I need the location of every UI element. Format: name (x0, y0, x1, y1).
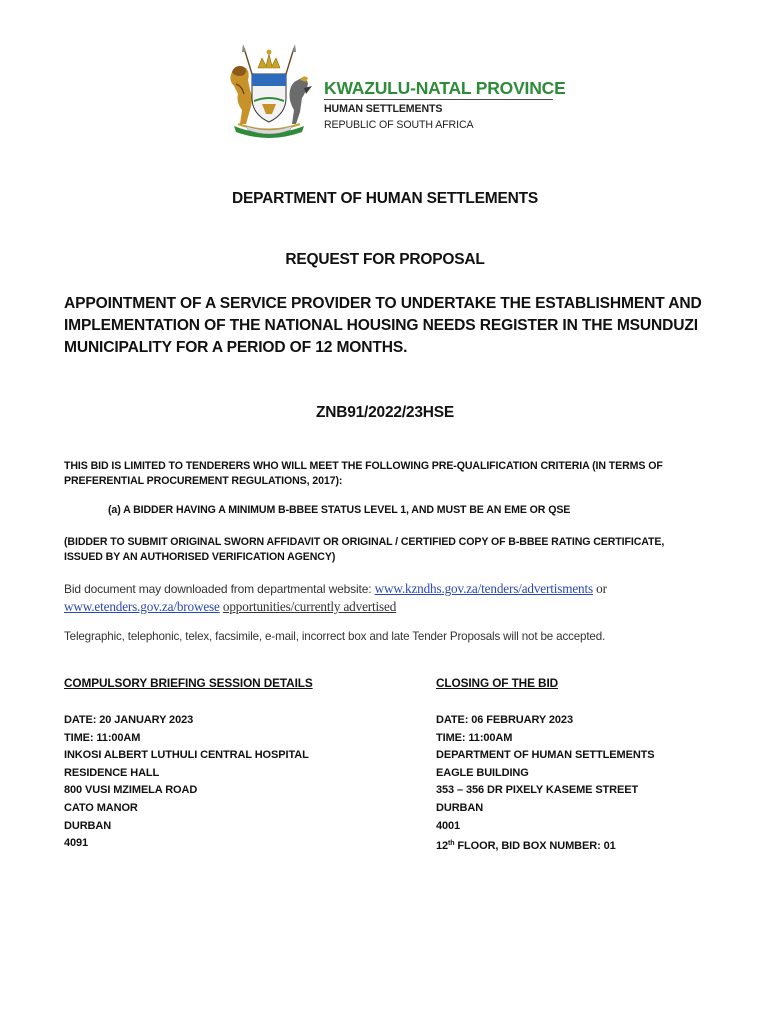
reference-number: ZNB91/2022/23HSE (315, 404, 455, 421)
briefing-line: CATO MANOR (64, 801, 138, 814)
briefing-line: 4091 (64, 837, 89, 850)
country-line: REPUBLIC OF SOUTH AFRICA (324, 119, 474, 131)
criteria-item-a: (a) A BIDDER HAVING A MINIMUM B-BBEE STATUS LEVEL 1, AND MUST BE AN EME OR QSE (108, 504, 571, 516)
closing-line: DEPARTMENT OF HUMAN SETTLEMENTS (436, 749, 655, 762)
briefing-line: RESIDENCE HALL (64, 766, 160, 779)
closing-heading: CLOSING OF THE BID (436, 676, 559, 690)
bid-document-prefix: Bid document may downloaded from departmental website: (64, 582, 375, 596)
bid-document-or: or (593, 581, 607, 596)
request-title: REQUEST FOR PROPOSAL (285, 251, 485, 268)
department-title: DEPARTMENT OF HUMAN SETTLEMENTS (231, 190, 539, 207)
briefing-line: INKOSI ALBERT LUTHULI CENTRAL HOSPITAL (64, 749, 309, 762)
floor-number: 12 (436, 840, 449, 853)
briefing-line: DATE: 20 JANUARY 2023 (64, 714, 194, 726)
closing-line: TIME: 11:00AM (436, 731, 513, 744)
closing-details (436, 712, 655, 853)
coat-of-arms-icon (216, 40, 322, 142)
prequalification-statement: THIS BID IS LIMITED TO TENDERERS WHO WILL MEET THE FOLLOWING PRE-QUALIFICATION CRITERIA (IN TERMS OF PREFERENTIAL PROCUREMENT REGULATIONS, 2017): (64, 460, 663, 487)
closing-line: 353 – 356 DR PIXELY KASEME STREET (436, 784, 639, 797)
kzndhs-tenders-link[interactable]: www.kzndhs.gov.za/tenders/advertisments (374, 581, 593, 596)
briefing-line: DURBAN (64, 819, 112, 832)
header-divider (324, 99, 553, 100)
late-submission-notice: Telegraphic, telephonic, telex, facsimile, e-mail, incorrect box and late Tender Proposals will not be accepted. (64, 630, 606, 643)
department-line: HUMAN SETTLEMENTS (324, 103, 443, 115)
closing-line: DURBAN (436, 801, 484, 814)
closing-line: 4001 (436, 819, 461, 832)
province-name: KWAZULU-NATAL PROVINCE (324, 78, 566, 98)
bid-document-suffix: opportunities/currently advertised (222, 599, 397, 614)
submission-requirement: (BIDDER TO SUBMIT ORIGINAL SWORN AFFIDAVIT OR ORIGINAL / CERTIFIED COPY OF B-BBEE RATING CERTIFICATE, ISSUED BY AN AUTHORISED VERIFICATION AGENCY) (64, 536, 665, 563)
closing-line: EAGLE BUILDING (436, 766, 529, 779)
briefing-details (64, 712, 309, 853)
floor-suffix: th (448, 840, 455, 848)
briefing-line: 800 VUSI MZIMELA ROAD (64, 784, 198, 797)
etenders-link[interactable]: www.etenders.gov.za/browese (64, 599, 220, 614)
closing-line: DATE: 06 FEBRUARY 2023 (436, 714, 573, 726)
floor-rest: FLOOR, BID BOX NUMBER: 01 (454, 840, 616, 853)
bid-document-notice (64, 580, 704, 616)
closing-floor-line (436, 835, 655, 853)
appointment-heading: APPOINTMENT OF A SERVICE PROVIDER TO UNDERTAKE THE ESTABLISHMENT AND IMPLEMENTATION OF THE NATIONAL HOUSING NEEDS REGISTER IN THE MSUNDUZI MUNICIPALITY FOR A PERIOD OF 12 MONTHS. (64, 295, 702, 356)
briefing-line: TIME: 11:00AM (64, 731, 141, 744)
briefing-session-heading: COMPULSORY BRIEFING SESSION DETAILS (64, 676, 313, 690)
